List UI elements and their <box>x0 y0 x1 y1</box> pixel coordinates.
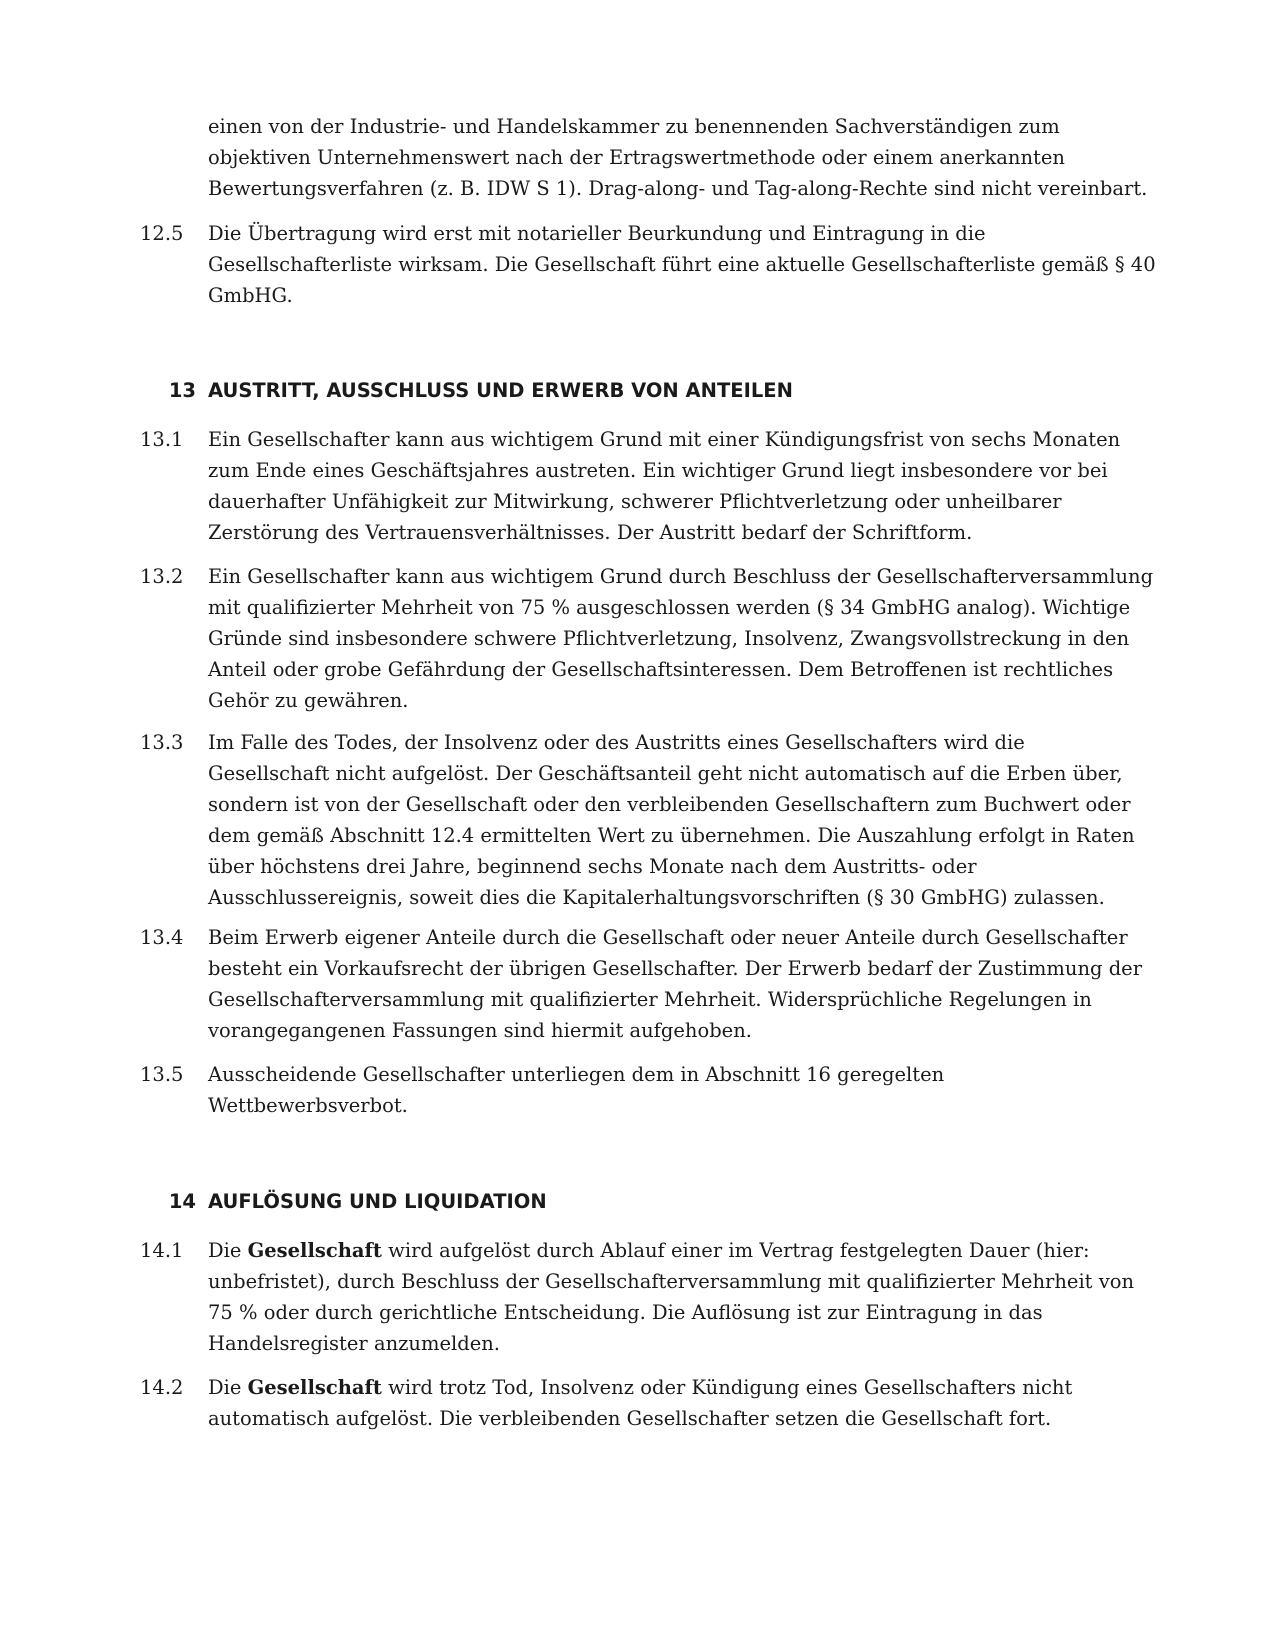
text-line: Beim Erwerb eigener Anteile durch die Gesellschaft oder neuer Anteile durch Gesellschafter <box>208 926 1128 949</box>
clause-number: 13.2 <box>140 565 184 588</box>
text-line: unbefristet), durch Beschluss der Gesellschafterversammlung mit qualifizierter Mehrheit von <box>208 1270 1135 1293</box>
text-line: sondern ist von der Gesellschaft oder den verbleibenden Gesellschaftern zum Buchwert oder <box>208 793 1131 816</box>
text-line <box>208 1372 1140 1403</box>
clause-text <box>208 1235 1140 1359</box>
clause-number: 13.4 <box>140 926 184 949</box>
text-lead: Die <box>208 1376 248 1399</box>
section-title: AUFLÖSUNG UND LIQUIDATION <box>208 1190 547 1213</box>
clause-14-2 <box>140 1372 1140 1434</box>
text-line: Gründe sind insbesondere schwere Pflichtverletzung, Insolvenz, Zwangsvollstreckung in den <box>208 627 1130 650</box>
text-rest: wird trotz Tod, Insolvenz oder Kündigung eines Gesellschafters nicht <box>381 1376 1073 1399</box>
clause-number: 14.2 <box>140 1376 184 1399</box>
text-line: Gesellschafterversammlung mit qualifizierter Mehrheit. Widersprüchliche Regelungen in <box>208 988 1092 1011</box>
text-line: Anteil oder grobe Gefährdung der Gesellschaftsinteressen. Dem Betroffenen ist rechtliches <box>208 658 1114 681</box>
section-number: 14 <box>168 1190 196 1213</box>
clause-text <box>208 561 1154 716</box>
text-lead: Die <box>208 1239 248 1262</box>
text-line: Handelsregister anzumelden. <box>208 1332 501 1355</box>
text-line: automatisch aufgelöst. Die verbleibenden Gesellschafter setzen die Gesellschaft fort. <box>208 1407 1052 1430</box>
text-rest: wird aufgelöst durch Ablauf einer im Vertrag festgelegten Dauer (hier: <box>381 1239 1090 1262</box>
clause-text <box>208 218 1156 311</box>
text-line: GmbHG. <box>208 284 293 307</box>
clause-number: 13.5 <box>140 1063 184 1086</box>
clause-13-2 <box>140 561 1154 716</box>
clause-12-4-continuation <box>140 111 1148 204</box>
clause-text <box>208 1059 1140 1121</box>
clause-13-3 <box>140 727 1140 913</box>
clause-13-1 <box>140 424 1140 548</box>
clause-number: 13.1 <box>140 428 184 451</box>
text-line <box>208 1235 1140 1266</box>
text-line: Die Übertragung wird erst mit notarieller Beurkundung und Eintragung in die <box>208 222 986 245</box>
text-line: besteht ein Vorkaufsrecht der übrigen Gesellschafter. Der Erwerb bedarf der Zustimmung der <box>208 957 1143 980</box>
text-line: einen von der Industrie- und Handelskammer zu benennenden Sachverständigen zum <box>208 115 1060 138</box>
text-line: über höchstens drei Jahre, beginnend sechs Monate nach dem Austritts- oder <box>208 855 977 878</box>
text-line: Gesellschaft nicht aufgelöst. Der Geschäftsanteil geht nicht automatisch auf die Erben über, <box>208 762 1123 785</box>
clause-13-5 <box>140 1059 1140 1121</box>
clause-13-4 <box>140 922 1143 1046</box>
section-title: AUSTRITT, AUSSCHLUSS UND ERWERB VON ANTEILEN <box>208 379 793 402</box>
clause-text <box>208 111 1148 204</box>
text-line: Ein Gesellschafter kann aus wichtigem Grund durch Beschluss der Gesellschafterversammlung <box>208 565 1154 588</box>
text-line: Ausschlussereignis, soweit dies die Kapitalerhaltungsvorschriften (§ 30 GmbHG) zulassen. <box>208 886 1105 909</box>
text-line: mit qualifizierter Mehrheit von 75 % ausgeschlossen werden (§ 34 GmbHG analog). Wichtige <box>208 596 1131 619</box>
text-line: Ausscheidende Gesellschafter unterliegen dem in Abschnitt 16 geregelten <box>208 1063 945 1086</box>
clause-number <box>140 111 208 204</box>
clause-number: 12.5 <box>140 222 184 245</box>
text-line: Bewertungsverfahren (z. B. IDW S 1). Drag-along- und Tag-along-Rechte sind nicht vereinbart. <box>208 177 1148 200</box>
text-line: Gesellschafterliste wirksam. Die Gesellschaft führt eine aktuelle Gesellschafterliste gemäß § 40 <box>208 253 1156 276</box>
text-line: objektiven Unternehmenswert nach der Ertragswertmethode oder einem anerkannten <box>208 146 1065 169</box>
text-line: Gehör zu gewähren. <box>208 689 409 712</box>
clause-12-5 <box>140 218 1156 311</box>
clause-text <box>208 727 1140 913</box>
bold-term: Gesellschaft <box>247 1376 382 1399</box>
text-line: vorangegangenen Fassungen sind hiermit aufgehoben. <box>208 1019 752 1042</box>
text-line: Ein Gesellschafter kann aus wichtigem Grund mit einer Kündigungsfrist von sechs Monaten <box>208 428 1121 451</box>
text-line: Zerstörung des Vertrauensverhältnisses. Der Austritt bedarf der Schriftform. <box>208 521 973 544</box>
clause-number: 14.1 <box>140 1239 184 1262</box>
clause-14-1 <box>140 1235 1140 1359</box>
clause-text <box>208 424 1140 548</box>
text-line: dauerhafter Unfähigkeit zur Mitwirkung, schwerer Pflichtverletzung oder unheilbarer <box>208 490 1062 513</box>
text-line: Im Falle des Todes, der Insolvenz oder des Austritts eines Gesellschafters wird die <box>208 731 1025 754</box>
section-number: 13 <box>168 379 196 402</box>
section-14-heading <box>140 1186 1140 1217</box>
bold-term: Gesellschaft <box>247 1239 382 1262</box>
section-13-heading <box>140 375 1140 406</box>
text-line: dem gemäß Abschnitt 12.4 ermittelten Wert zu übernehmen. Die Auszahlung erfolgt in Raten <box>208 824 1135 847</box>
text-line: Wettbewerbsverbot. <box>208 1094 408 1117</box>
clause-text <box>208 922 1143 1046</box>
text-line: zum Ende eines Geschäftsjahres austreten. Ein wichtiger Grund liegt insbesondere vor bei <box>208 459 1108 482</box>
clause-number: 13.3 <box>140 731 184 754</box>
clause-text <box>208 1372 1140 1434</box>
text-line: 75 % oder durch gerichtliche Entscheidung. Die Auflösung ist zur Eintragung in das <box>208 1301 1043 1324</box>
